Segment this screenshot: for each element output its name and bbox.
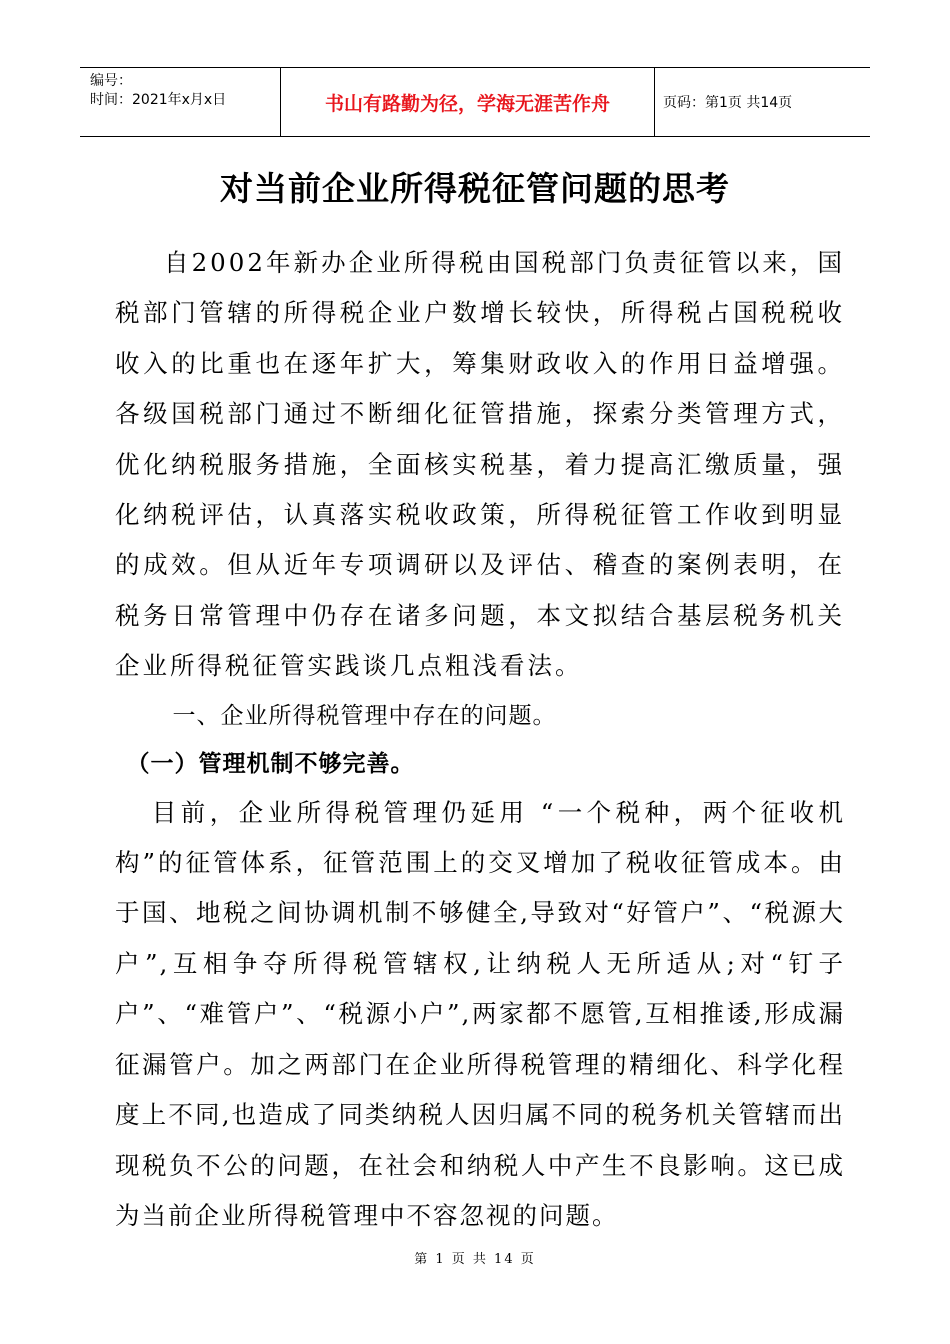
header-time-label: 时间：2021年x月x日 [90, 92, 227, 108]
document-body [115, 238, 845, 1241]
subsection-heading: （一）管理机制不够完善。 [126, 750, 415, 777]
intro-paragraph: 自2002年新办企业所得税由国税部门负责征管以来，国税部门管辖的所得税企业户数增长较快，所得税占国税税收收入的比重也在逐年扩大，筹集财政收入的作用日益增强。各级国税部门通过不断细化征管措施，探索分类管理方式，优化纳税服务措施，全面核实税基，着力提高汇缴质量，强化纳税评估，认真落实税收政策，所得税征管工作收到明显的成效。但从近年专项调研以及评估、稽查的案例表明，在税务日常管理中仍存在诸多问题，本文拟结合基层税务机关企业所得税征管实践谈几点粗浅看法。 [115, 248, 845, 681]
header-motto: 书山有路勤为径，学海无涯苦作舟 [281, 68, 655, 136]
page-header [80, 67, 870, 137]
section-heading: 一、企业所得税管理中存在的问题。 [172, 702, 557, 729]
header-meta [80, 68, 281, 136]
header-number-label: 编号： [90, 73, 132, 89]
page-footer: 第 1 页 共 14 页 [414, 1252, 536, 1267]
header-page-info: 页码：第1页 共14页 [663, 95, 793, 111]
document-title: 对当前企业所得税征管问题的思考 [220, 169, 730, 208]
subsection-paragraph: 目前，企业所得税管理仍延用 “一个税种，两个征收机构”的征管体系，征管范围上的交叉增加了税收征管成本。由于国、地税之间协调机制不够健全,导致对“好管户”、“税源大户”,互相争夺所得税管辖权,让纳税人无所适从;对“钉子户”、“难管户”、“税源小户”,两家都不愿管,互相推诿,形成漏征漏管户。加之两部门在企业所得税管理的精细化、科学化程度上不同,也造成了同类纳税人因归属不同的税务机关管辖而出现税负不公的问题，在社会和纳税人中产生不良影响。这已成为当前企业所得税管理中不容忽视的问题。 [115, 797, 845, 1230]
